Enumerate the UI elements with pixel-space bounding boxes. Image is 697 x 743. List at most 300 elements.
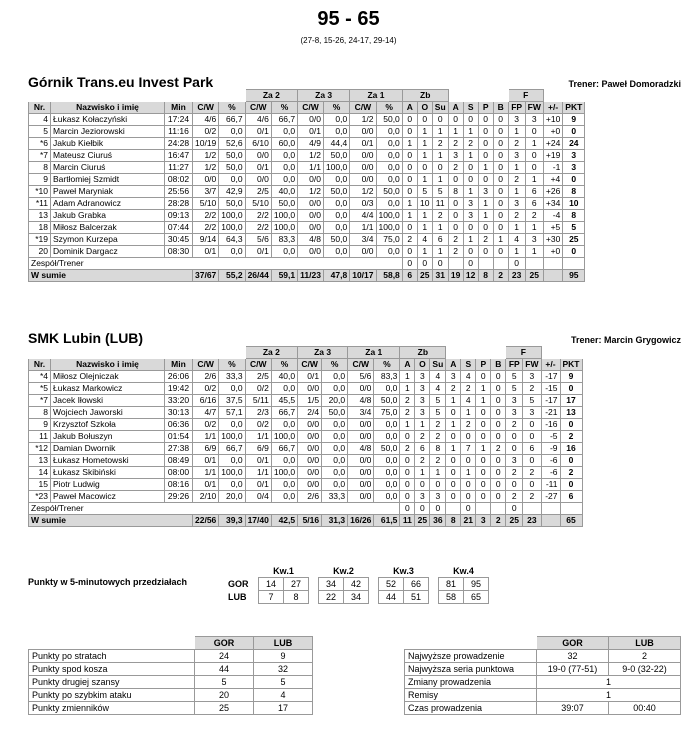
stat-cell: 2 [508,210,525,222]
stat-cell: 2 [523,383,541,395]
gap [369,591,379,604]
stat-cell: 0,0 [271,162,297,174]
player-name: Paweł Maryniak [51,186,165,198]
stat-cell: 1 [493,234,508,246]
quarter-value: 44 [379,591,404,604]
stat-cell: 2/2 [245,222,271,234]
stat-cell: 1 [478,198,493,210]
stat-cell: 0 [493,150,508,162]
stat-cell: 2/5 [245,371,271,383]
stat-cell: 8 [29,162,51,174]
stat-label: Czas prowadzenia [405,702,537,715]
stat-cell: 0/0 [348,419,374,431]
stat-cell: 3 [463,210,478,222]
stat-cell: 0 [493,126,508,138]
stat-cell: 06:36 [165,419,193,431]
sum-cell: 39,3 [219,515,245,527]
stat-cell: 8 [563,210,585,222]
stat-label: Punkty po szybkim ataku [29,689,195,702]
sum-cell: 11 [400,515,415,527]
stat-cell: 16 [560,443,582,455]
column-header: C/W [298,359,322,371]
stat-cell: -6 [541,467,560,479]
stat-cell: 33:20 [165,395,193,407]
quarter-value: 27 [284,578,309,591]
stat-cell: 3 [506,455,523,467]
column-header: S [463,102,478,114]
stat-cell: 0,0 [219,246,245,258]
column-header: O [417,102,432,114]
stat-cell: 1 [525,222,543,234]
quarter-header: Kw.4 [453,566,474,576]
stat-cell: 13 [29,210,51,222]
stat-cell: 0/0 [298,479,322,491]
stat-cell: -4 [543,210,562,222]
gap [369,565,379,578]
player-row [29,479,583,491]
stat-cell: 1 [478,162,493,174]
stat-cell: 6/9 [245,443,271,455]
column-header: B [493,102,508,114]
stat-cell: -16 [541,419,560,431]
stat-cell: 1 [478,210,493,222]
stat-cell: 2 [461,419,476,431]
column-header: % [271,359,297,371]
stat-cell: 13 [29,455,51,467]
stat-cell: 3 [415,491,430,503]
stat-cell: 50,0 [376,186,402,198]
player-row [29,431,583,443]
stat-cell: 0/1 [193,246,219,258]
stat-value: 2 [609,650,681,663]
stat-cell: 0,0 [219,126,245,138]
stat-cell: 64,3 [219,234,245,246]
stat-cell: 4 [508,234,525,246]
stat-cell: 1 [448,126,463,138]
sum-cell: 3 [476,515,491,527]
stat-cell: 1/2 [193,150,219,162]
stat-cell: 6 [560,491,582,503]
stat-cell: 1 [463,186,478,198]
stat-label: Najwyższe prowadzenie [405,650,537,663]
column-header: C/W [348,359,374,371]
player-name: Łukasz Skibiński [51,467,165,479]
player-name: Szymon Kurzepa [51,234,165,246]
stat-cell: 1 [446,419,461,431]
stat-cell: 0 [560,479,582,491]
stat-cell: 0,0 [219,479,245,491]
stat-cell: 1 [476,383,491,395]
stat-cell: 1 [508,186,525,198]
sum-cell: 11/23 [298,270,324,282]
stat-cell: 0,0 [376,150,402,162]
stat-cell: 2 [525,210,543,222]
stat-cell: 50,0 [376,114,402,126]
stat-cell: -17 [541,371,560,383]
stat-cell: 14 [29,467,51,479]
stat-cell: 0 [476,407,491,419]
player-name: Łukasz Hometowski [51,455,165,467]
column-header: PKT [563,102,585,114]
stat-cell: 0 [463,258,478,270]
player-name: Krzysztof Szkoła [51,419,165,431]
stat-cell: 0/0 [298,114,324,126]
column-header: A [448,102,463,114]
stat-cell: 0 [446,407,461,419]
stat-cell: 0/0 [298,198,324,210]
stat-cell: +24 [543,138,562,150]
stat-cell: 3 [463,198,478,210]
stat-cell: 0 [478,246,493,258]
stat-cell: 1 [476,395,491,407]
header-blank [29,90,246,102]
stat-cell: *7 [29,150,51,162]
stat-cell: 17:24 [165,114,193,126]
column-header: Su [430,359,446,371]
quarter-team: GOR [228,579,249,589]
stat-cell: 1/2 [298,150,324,162]
player-row [29,114,585,126]
stat-cell: 2/2 [245,210,271,222]
stat-cell: 0,0 [271,383,297,395]
stat-cell: 7 [461,443,476,455]
sum-cell: 55,2 [219,270,245,282]
stat-cell: 1 [432,174,448,186]
column-header: Nr. [29,102,51,114]
stat-cell: 0 [400,503,415,515]
stat-cell: 11 [432,198,448,210]
stat-cell: 0,0 [376,246,402,258]
column-header: S [461,359,476,371]
stat-cell: 0,0 [271,150,297,162]
stat-cell: 0,0 [374,383,400,395]
stat-cell: 2/2 [193,222,219,234]
stat-cell: 1 [461,467,476,479]
sum-cell: 10/17 [350,270,376,282]
player-row [29,383,583,395]
stat-cell: 45,5 [271,395,297,407]
stat-cell: 0/1 [193,455,219,467]
stat-cell: 0 [525,162,543,174]
stat-value: 1 [537,676,681,689]
stat-cell: 1 [508,222,525,234]
stat-cell: 0,0 [271,419,297,431]
stat-cell: 1 [432,150,448,162]
stat-cell: 2 [430,419,446,431]
team1-name: Górnik Trans.eu Invest Park [28,74,214,90]
stat-cell: 0,0 [323,210,349,222]
stat-cell: 44,4 [323,138,349,150]
quarter-value: 42 [344,578,369,591]
stat-cell: 0 [491,371,506,383]
empty-cell [563,258,585,270]
stat-cell: 4/8 [298,234,324,246]
column-header: Min [165,102,193,114]
stat-cell: 4/6 [245,114,271,126]
stat-cell: 1 [400,371,415,383]
stat-cell: 0/0 [298,443,322,455]
stat-cell: 0,0 [376,198,402,210]
player-name: Paweł Macowicz [51,491,165,503]
stat-cell: 1 [430,467,446,479]
quarters-label: Punkty w 5-minutowych przedziałach [28,577,188,587]
stat-cell: 3 [446,371,461,383]
stat-cell: 0 [430,503,446,515]
stat-cell: 5/10 [245,198,271,210]
stat-cell: 100,0 [271,222,297,234]
stat-cell: 0 [563,126,585,138]
stat-cell: 4 [461,395,476,407]
stat-cell: +34 [543,198,562,210]
stat-cell: *6 [29,138,51,150]
stat-cell: 0/2 [245,419,271,431]
stat-cell: 3 [563,162,585,174]
stat-cell: 0,0 [322,443,348,455]
stat-cell: 0/0 [348,467,374,479]
stat-cell: 0/3 [350,198,376,210]
stat-cell: 0 [493,210,508,222]
column-header: +/- [543,102,562,114]
stat-cell: 0 [478,150,493,162]
stat-label: Remisy [405,689,537,702]
stat-cell: 0 [461,455,476,467]
stat-cell: 6/9 [193,443,219,455]
stat-cell: *11 [29,198,51,210]
player-row [29,395,583,407]
player-name: Łukasz Kołaczyński [51,114,165,126]
stat-cell: 66,7 [219,443,245,455]
stat-cell: 6 [525,198,543,210]
stat-value: 4 [254,689,313,702]
stat-cell: 0,0 [271,246,297,258]
stat-cell: +0 [543,126,562,138]
empty-cell [541,503,560,515]
stat-cell: 6 [415,443,430,455]
stat-cell: 5 [430,395,446,407]
player-row [29,150,585,162]
player-name: Piotr Ludwig [51,479,165,491]
stat-cell: 3 [415,395,430,407]
stat-cell: 11 [29,431,51,443]
quarter-header: Kw.3 [393,566,414,576]
stat-cell: 2/3 [245,407,271,419]
stat-cell: 0/1 [245,479,271,491]
stat-cell: 8 [448,186,463,198]
stat-cell: 0 [493,138,508,150]
stat-cell: 1 [508,246,525,258]
quarter-value: 14 [259,578,284,591]
stat-cell: 0 [402,114,417,126]
stat-cell: 16:47 [165,150,193,162]
stat-cell: 0 [563,246,585,258]
stat-cell: 0/1 [245,246,271,258]
sum-cell: 36 [430,515,446,527]
stat-cell: 75,0 [376,234,402,246]
player-row [29,371,583,383]
stat-cell: 0/0 [298,246,324,258]
stat-cell: 0,0 [219,174,245,186]
stat-cell: 0 [506,503,523,515]
stat-cell: 1 [417,246,432,258]
stat-cell: 2 [523,491,541,503]
stat-value: 5 [195,676,254,689]
stat-cell: 2 [448,162,463,174]
player-row [29,174,585,186]
stat-cell: 0/1 [245,126,271,138]
stat-cell: 0/2 [193,383,219,395]
column-header: A [402,102,417,114]
stat-cell: 0/0 [298,431,322,443]
gap [309,565,319,578]
stat-label: Zmiany prowadzenia [405,676,537,689]
stat-cell: 5 [523,395,541,407]
stat-cell: 15 [29,479,51,491]
column-header: Min [165,359,193,371]
stat-cell: 0,0 [219,383,245,395]
stat-value: 44 [195,663,254,676]
empty-cell [448,258,463,270]
quarter-value: 51 [404,591,429,604]
stat-cell: 0 [476,455,491,467]
stat-cell: 1 [446,443,461,455]
header-blank [446,347,506,359]
stat-cell: 5/6 [245,234,271,246]
stat-cell: 2/5 [245,186,271,198]
stat-cell: 0 [446,467,461,479]
stat-cell: 2 [448,234,463,246]
stat-cell: 0 [491,455,506,467]
sum-cell: 8 [446,515,461,527]
player-row [29,126,585,138]
player-name: Marcin Ciuruś [51,162,165,174]
gap [429,591,439,604]
stat-cell: 6 [432,234,448,246]
stat-cell: 0,0 [322,419,348,431]
team-header: LUB [609,637,681,650]
stat-cell: 9/14 [193,234,219,246]
stat-cell: 0/0 [193,174,219,186]
player-name: Adam Adranowicz [51,198,165,210]
stat-cell: 50,0 [322,407,348,419]
stat-cell: 100,0 [219,431,245,443]
stat-cell: 0 [448,114,463,126]
sum-cell: 21 [461,515,476,527]
sum-cell: 31,3 [322,515,348,527]
stat-cell: 0,0 [271,455,297,467]
stat-cell: 50,0 [219,198,245,210]
stat-cell: 1/2 [193,162,219,174]
stat-cell: 11:16 [165,126,193,138]
column-header: Nr. [29,359,51,371]
stat-cell: 2 [402,234,417,246]
stat-cell: 08:00 [165,467,193,479]
stat-cell: 0 [493,174,508,186]
player-row [29,198,585,210]
sum-cell: 31 [432,270,448,282]
column-header: % [322,359,348,371]
stat-cell: 2 [430,431,446,443]
player-row [29,234,585,246]
column-header: O [415,359,430,371]
column-header: Nazwisko i imię [51,102,165,114]
column-header: C/W [193,359,219,371]
sum-cell: 12 [463,270,478,282]
stat-cell: -15 [541,383,560,395]
stat-cell: 6 [525,186,543,198]
stat-value: 24 [195,650,254,663]
stat-cell: 0,0 [323,174,349,186]
stat-cell: 0/0 [298,210,324,222]
column-header: % [323,102,349,114]
stat-cell: 0 [476,491,491,503]
stat-cell: 0 [402,222,417,234]
stat-cell: 0 [476,419,491,431]
stat-cell: 0,0 [219,455,245,467]
stat-cell: 3/4 [350,234,376,246]
column-header: P [476,359,491,371]
column-header: C/W [350,102,376,114]
stat-cell: 0 [493,114,508,126]
stat-cell: 1 [463,126,478,138]
stat-value: 19-0 (77-51) [537,663,609,676]
team-row-label: Zespół/Trener [29,503,400,515]
stat-cell: 5/6 [348,371,374,383]
stat-cell: 0/1 [298,371,322,383]
quarters-table [228,565,489,604]
column-header: B [491,359,506,371]
stat-cell: 1/1 [245,431,271,443]
stat-cell: 100,0 [219,222,245,234]
player-name: Marcin Jeziorowski [51,126,165,138]
stat-cell: 0 [446,491,461,503]
stat-cell: 08:30 [165,246,193,258]
stat-cell: 0 [476,479,491,491]
stat-cell: 0 [417,258,432,270]
stat-cell: 0 [525,150,543,162]
stat-cell: 100,0 [271,467,297,479]
empty-cell [491,503,506,515]
stat-cell: 42,9 [219,186,245,198]
stat-cell: 0,0 [323,246,349,258]
group-zb: Zb [400,347,446,359]
stat-cell: 0,0 [323,222,349,234]
stat-cell: 20,0 [219,491,245,503]
stat-cell: 0 [430,479,446,491]
stat-cell: 2 [508,138,525,150]
sum-cell: 65 [560,515,582,527]
stat-cell: 5 [417,186,432,198]
stat-cell: 0,0 [376,126,402,138]
empty-cell [525,258,543,270]
header-blank [448,90,508,102]
stat-cell: 2 [400,443,415,455]
player-row [29,210,585,222]
column-header: % [376,102,402,114]
stat-cell: 2 [415,431,430,443]
player-name: Bartłomiej Szmidt [51,174,165,186]
column-header: PKT [560,359,582,371]
stat-cell: 0,0 [374,491,400,503]
empty-cell [493,258,508,270]
stat-cell: 08:16 [165,479,193,491]
stat-cell: 01:54 [165,431,193,443]
empty-cell [476,503,491,515]
stat-cell: 0 [525,126,543,138]
stat-cell: 5 [506,371,523,383]
player-row [29,162,585,174]
stat-cell: 1 [463,234,478,246]
stat-cell: 1 [402,198,417,210]
